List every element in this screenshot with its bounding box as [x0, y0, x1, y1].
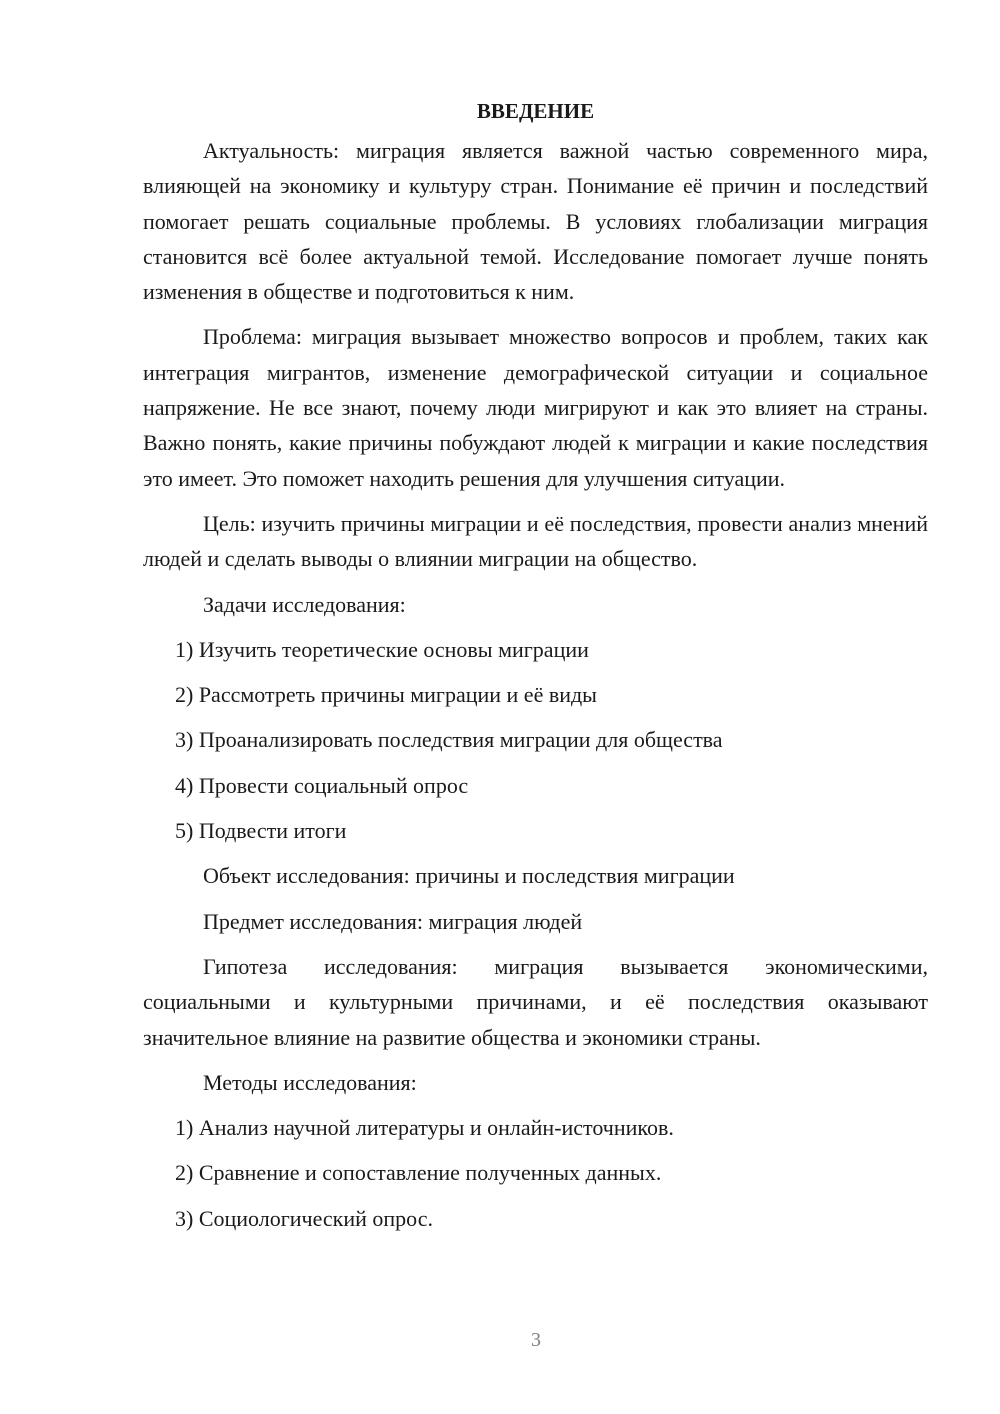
spacer	[143, 1055, 928, 1065]
spacer	[143, 667, 928, 677]
spacer	[143, 939, 928, 949]
methods-heading: Методы исследования:	[203, 1069, 417, 1095]
task-item: 3) Проанализировать последствия миграции для общества	[175, 727, 723, 753]
subject-line: Предмет исследования: миграция людей	[203, 908, 583, 934]
spacer	[143, 1100, 928, 1110]
spacer	[143, 848, 928, 858]
tasks-heading: Задачи исследования:	[203, 591, 406, 617]
task-item: 2) Рассмотреть причины миграции и её виды	[175, 682, 597, 708]
method-item: 1) Анализ научной литературы и онлайн-источников.	[175, 1115, 674, 1141]
object-line: Объект исследования: причины и последствия миграции	[203, 863, 735, 889]
spacer	[143, 577, 928, 587]
goal-paragraph: Цель: изучить причины миграции и её последствия, провести анализ мнений людей и сделать выводы о влиянии миграции на общество.	[143, 510, 928, 572]
page-number: 3	[531, 1329, 541, 1351]
spacer	[143, 894, 928, 904]
method-item: 2) Сравнение и сопоставление полученных данных.	[175, 1160, 662, 1186]
task-item: 1) Изучить теоретические основы миграции	[175, 636, 589, 662]
spacer	[143, 712, 928, 722]
page-title: ВВЕДЕНИЕ	[476, 99, 595, 123]
spacer	[143, 309, 928, 319]
spacer	[143, 1145, 928, 1155]
relevance-paragraph: Актуальность: миграция является важной частью современного мира, влияющей на экономику и культуру стран. Понимание её причин и последствий помогает решать социальные проблемы. В условиях глобализации миграция становится всё более актуальной темой. Исследование помогает лучше понять изменения в обществе и подготовиться к ним.	[143, 138, 928, 305]
spacer	[143, 1191, 928, 1201]
spacer	[143, 758, 928, 768]
hypothesis-paragraph: Гипотеза исследования: миграция вызывается экономическими, социальными и культурными причинами, и её последствия оказывают значительное влияние на развитие общества и экономики страны.	[143, 953, 928, 1050]
spacer	[143, 803, 928, 813]
document-page	[143, 93, 928, 1236]
spacer	[143, 622, 928, 632]
problem-paragraph: Проблема: миграция вызывает множество вопросов и проблем, таких как интеграция мигрантов, изменение демографической ситуации и социальное напряжение. Не все знают, почему люди мигрируют и как это влияет на страны. Важно понять, какие причины побуждают людей к миграции и какие последствия это имеет. Это поможет находить решения для улучшения ситуации.	[143, 324, 928, 491]
task-item: 4) Провести социальный опрос	[175, 772, 469, 798]
task-item: 5) Подвести итоги	[175, 818, 347, 844]
method-item: 3) Социологический опрос.	[175, 1205, 433, 1231]
spacer	[143, 496, 928, 506]
